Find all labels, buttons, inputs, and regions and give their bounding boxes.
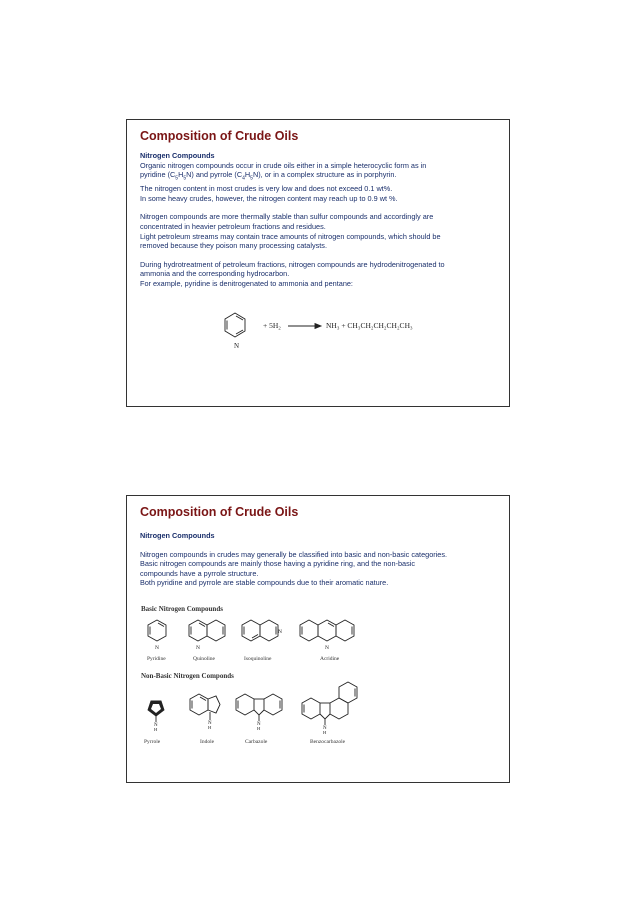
quinoline-structure [189,620,225,641]
section-subhead: Nitrogen Compounds [140,531,215,540]
text-line: removed because they poison many processing catalysts. [140,241,327,251]
nonbasic-heading: Non-Basic Nitrogen Componds [141,672,234,680]
reagent-text: + 5H₂ [263,321,281,330]
slide-title: Composition of Crude Oils [140,129,299,143]
text-line: Basic nitrogen compounds are mainly those having a pyridine ring, and the non-basic [140,559,416,569]
compound-label-benzocarbazole: Benzocarbazole [310,739,346,745]
text-line: For example, pyridine is denitrogenated to ammonia and pentane: [140,278,353,288]
text-line: During hydrotreatment of petroleum fractions, nitrogen compounds are hydrodenitrogenated to [140,259,445,269]
text-line: The nitrogen content in most crudes is very low and does not exceed 0.1 wt%. [140,184,393,194]
slide-title: Composition of Crude Oils [140,505,299,519]
pyridine-ring [225,313,245,337]
slide-2 [126,495,510,783]
text-line: Nitrogen compounds are more thermally stable than sulfur compounds and accordingly are [140,212,434,222]
text-line: ammonia and the corresponding hydrocarbon. [140,269,290,279]
hydrogen-label: H [154,727,158,732]
nitrogen-label: N [196,645,200,651]
nitrogen-label: N [154,723,158,728]
text-line: Both pyridine and pyrrole are stable compounds due to their aromatic nature. [140,578,389,588]
text-line: Light petroleum streams may contain trace amounts of nitrogen compounds, which should be [140,231,441,241]
slide-1 [126,119,510,407]
formula-line: pyridine $(C_5H_5N)$ and pyrrole $(C_4H_5N)$, or in a complex structure as in porphyrin. [140,170,397,182]
basic-heading: Basic Nitrogen Compounds [141,605,223,613]
text-line: compounds have a pyrrole structure. [140,568,259,578]
acridine-structure [300,620,354,641]
nitrogen-label: N [234,342,240,350]
compound-label-acridine: Acridine [320,656,340,662]
products-text: NH₃ + CH₃CH₂CH₂CH₂CH₃ [326,321,413,330]
hydrogen-label: H [323,730,327,735]
compound-label-indole: Indole [200,739,215,745]
isoquinoline-structure [242,620,278,641]
slide-body [140,531,497,588]
compound-label-isoquinoline: Isoquinoline [244,656,272,662]
section-subhead: Nitrogen Compounds [140,151,215,160]
compound-label-carbazole: Carbazole [245,739,268,745]
nitrogen-label: N [278,629,282,635]
pyrrole-structure [148,701,164,722]
compound-label-pyrrole: Pyrrole [144,739,161,745]
nitrogen-compounds-figure [139,602,389,770]
text-line: concentrated in heavier petroleum fractions and residues. [140,222,326,232]
compound-label-pyridine: Pyridine [147,656,166,662]
nonbasic-structures [148,682,357,725]
reaction-scheme [127,304,511,364]
nitrogen-label: N [325,645,329,651]
slide-body [140,151,497,289]
benzocarbazole-structure [302,682,357,725]
text-line: Nitrogen compounds in crudes may generally be classified into basic and non-basic categories. [140,549,448,559]
reaction-arrow [288,324,321,329]
nitrogen-label: N [155,645,159,651]
nitrogen-label: N [208,721,212,726]
pyridine-structure [148,620,166,641]
basic-structures [148,620,354,641]
hydrogen-label: H [257,726,261,731]
text-line: Organic nitrogen compounds occur in crude oils either in a simple heterocyclic form as in [140,160,427,170]
indole-structure [190,694,220,720]
nitrogen-label: N [323,726,327,731]
hydrogen-label: H [208,725,212,730]
compound-label-quinoline: Quinoline [193,656,215,662]
carbazole-structure [236,694,282,721]
nitrogen-label: N [257,722,261,727]
text-line: In some heavy crudes, however, the nitrogen content may reach up to 0.9 wt %. [140,193,398,203]
